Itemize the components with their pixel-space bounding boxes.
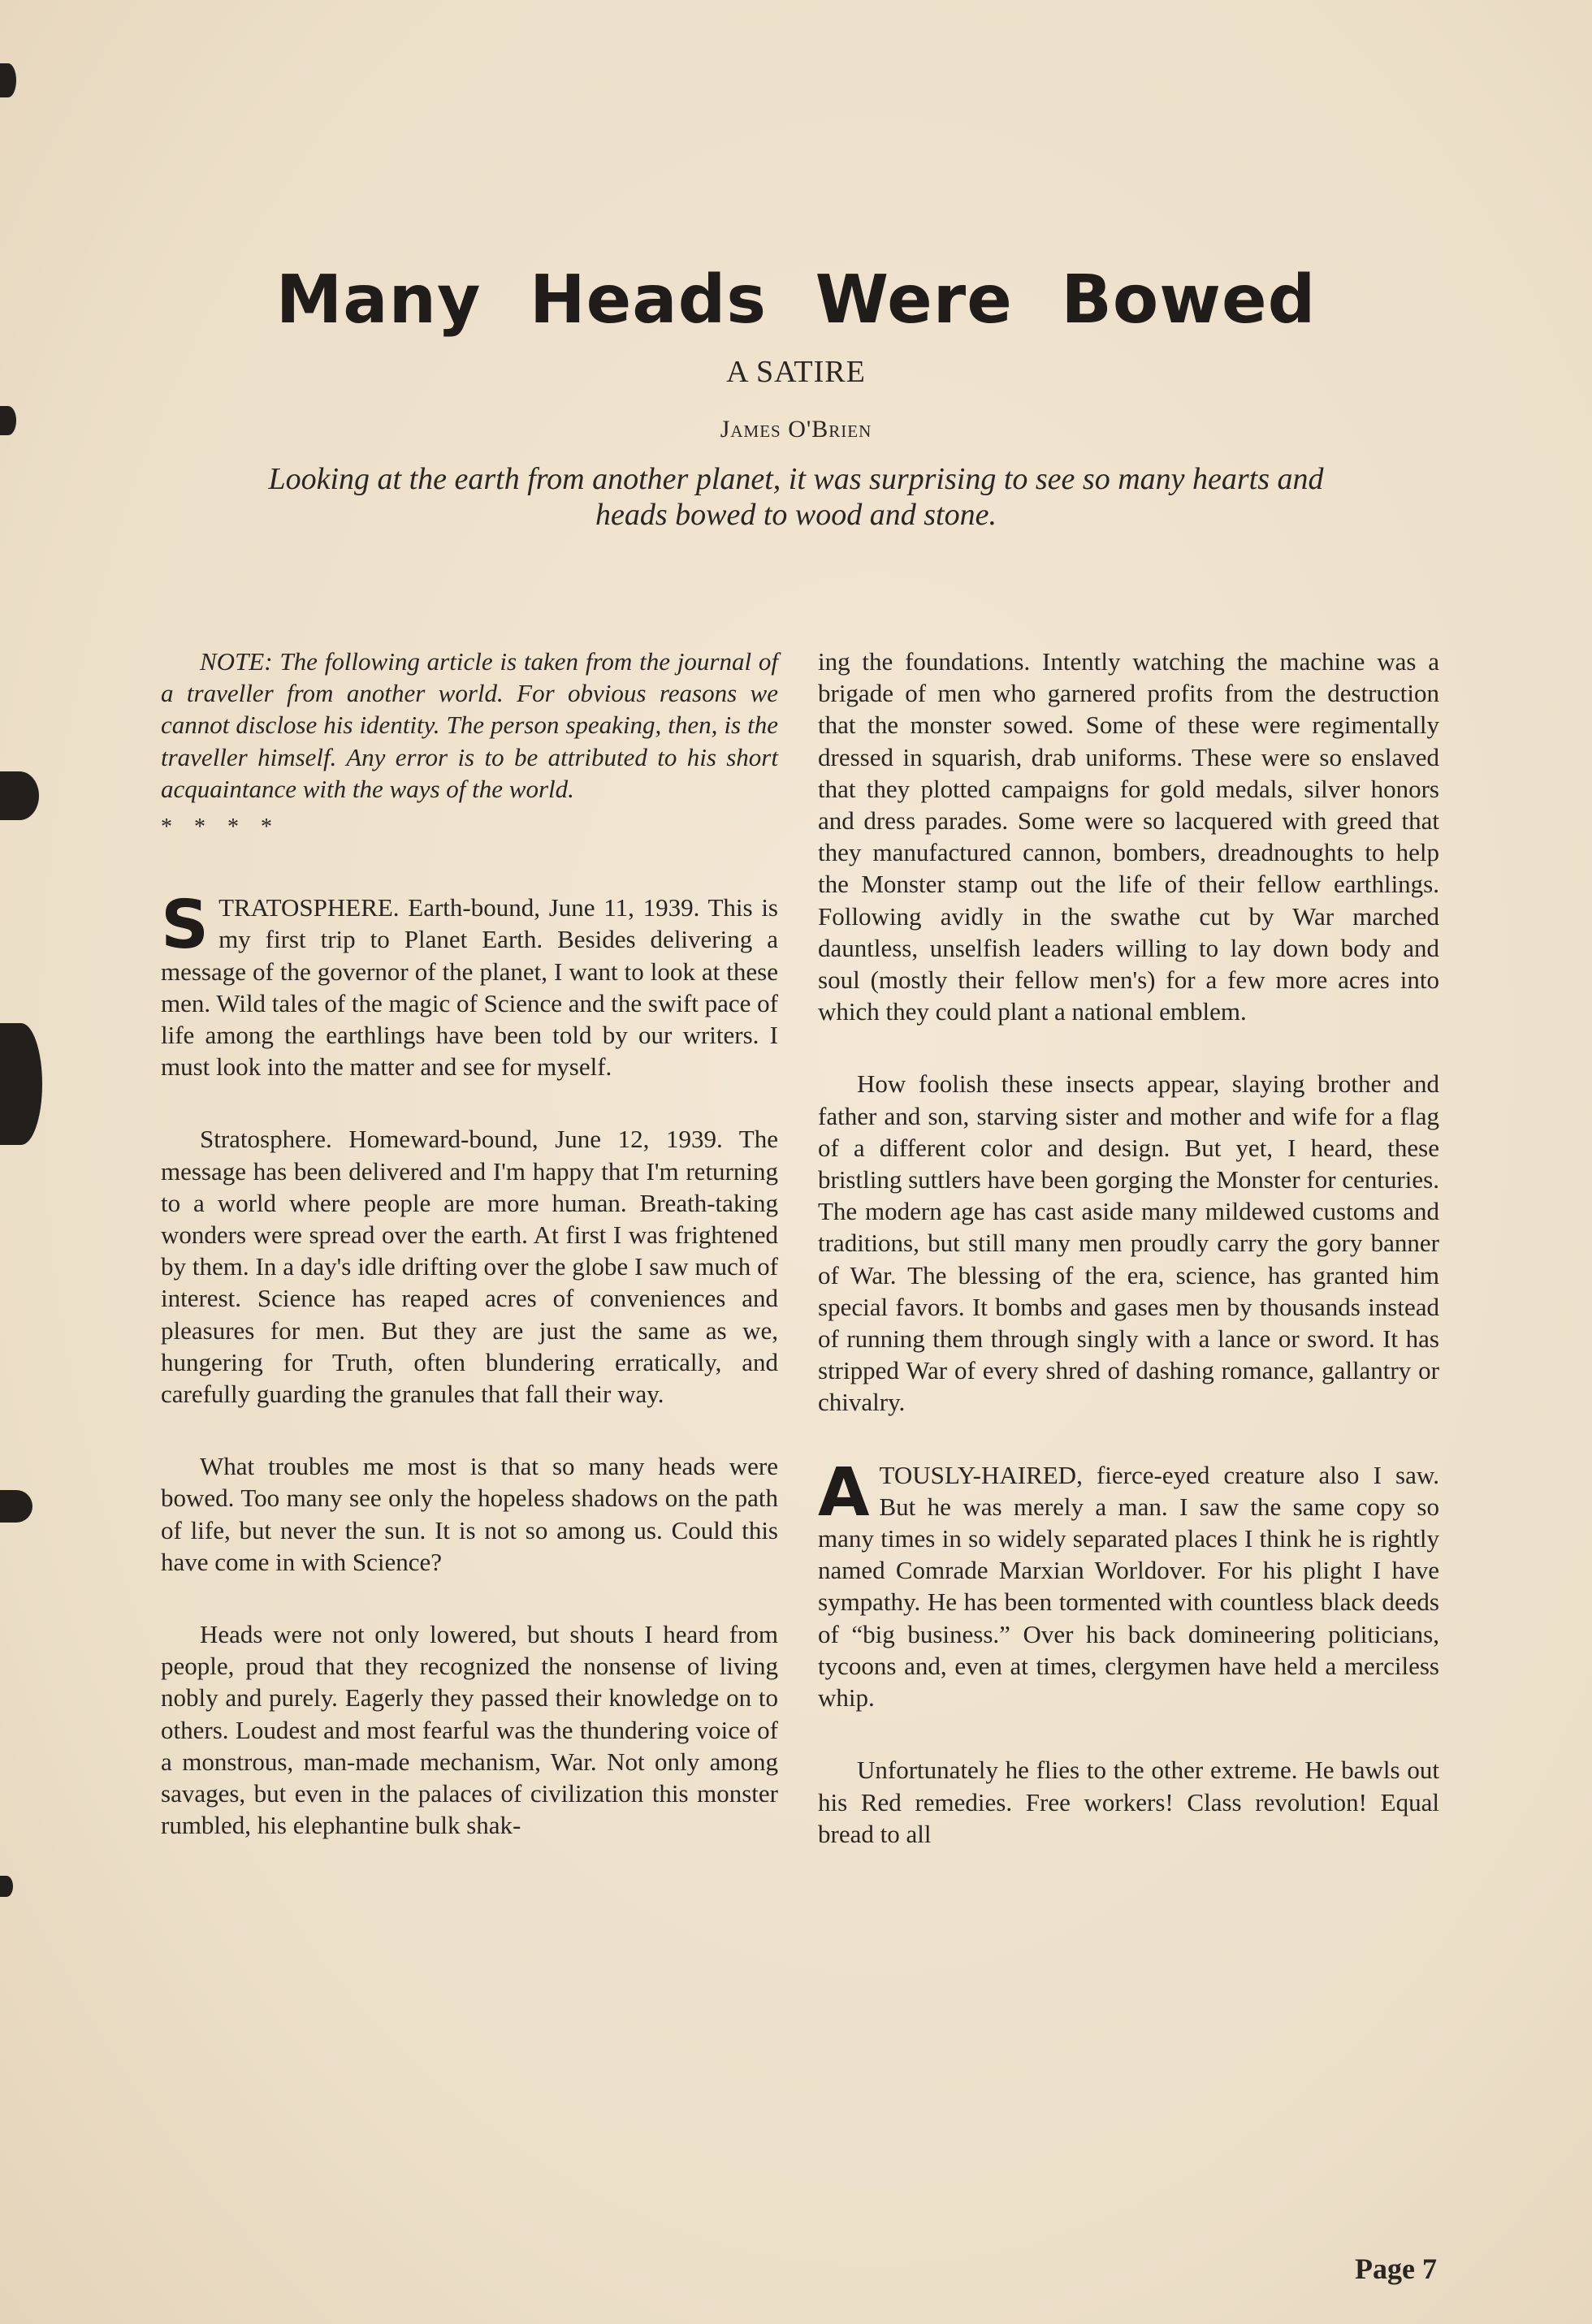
binding-hole (0, 1490, 32, 1523)
article-title: Many Heads Were Bowed (275, 261, 1317, 339)
binding-hole (0, 63, 16, 97)
article-subtitle: A SATIRE (726, 355, 866, 389)
paragraph: Heads were not only lowered, but shouts I heard from people, proud that they recognized the nonsense of living nobly and purely. Eagerly they passed their knowledge on to others. Loudest and most fearful was the thundering voice of a monstrous, man-made mechanism, War. Not only among savages, but even in the palaces of civilization this monster rumbled, his elephantine bulk shak- (161, 1620, 778, 1840)
paragraph: What troubles me most is that so many heads were bowed. Too many see only the hopeless shadows on the path of life, but never the sun. It is not so among us. Could this have come in with Science? (161, 1452, 778, 1576)
page-number: Page 7 (1355, 2253, 1437, 2285)
left-column (161, 646, 778, 1842)
article-author: James O'Brien (720, 416, 872, 443)
paragraph-text: TRATOSPHERE. Earth-bound, June 11, 1939. This is my first trip to Planet Earth. Besides delivering a message of the governor of the planet, I want to look at these men. Wild tales of the magic of Science and the swift pace of life among the earthlings have been told by our writers. I must look into the matter and see for myself. (161, 893, 778, 1082)
paragraph: Unfortunately he flies to the other extreme. He bawls out his Red remedies. Free workers! Class revolution! Equal bread to all (818, 1756, 1439, 1848)
drop-cap: A (818, 1454, 870, 1531)
section-separator: * * * * (161, 814, 280, 840)
binding-hole (0, 771, 39, 820)
paragraph (161, 887, 778, 1082)
right-column (818, 646, 1439, 1850)
article-deck: Looking at the earth from another planet, it was surprising to see so many hearts and heads bowed to wood and stone. (268, 462, 1324, 532)
paragraph-text: TOUSLY-HAIRED, fierce-eyed creature also I saw. But he was merely a man. I saw the same copy so many times in so widely separated places I think he is rightly named Comrade Marxian Worldover. For his plight I have sympathy. He has been tormented with countless black deeds of “big business.” Over his back domineering politicians, tycoons and, even at times, clergymen have held a merciless whip. (818, 1460, 1439, 1713)
binding-hole (0, 1023, 42, 1145)
paragraph: ing the foundations. Intently watching the machine was a brigade of men who garnered profits from the destruction that the monster sowed. Some of these were regimentally dressed in squarish, drab uniforms. These were so enslaved that they plotted campaigns for gold medals, silver honors and dress parades. Some were so lacquered with greed that they manufactured cannon, bombers, dreadnoughts to help the Monster stamp out the life of their fellow earthlings. Following avidly in the swathe cut by War marched dauntless, unselfish leaders willing to lay down body and soul (mostly their fellow men's) for a few more acres into which they could plant a national emblem. (818, 647, 1439, 1026)
drop-cap: S (161, 887, 210, 965)
paragraph: Stratosphere. Homeward-bound, June 12, 1939. The message has been delivered and I'm happy that I'm returning to a world where people are more human. Breath-taking wonders were spread over the earth. At first I was frightened by them. In a day's idle drifting over the globe I saw much of interest. Science has reaped acres of conveniences and pleasures for men. But they are just the same as we, hungering for Truth, often blundering erratically, and carefully guarding the granules that fall their way. (161, 1125, 778, 1409)
editor-note: NOTE: The following article is taken from the journal of a traveller from another world. For obvious reasons we cannot disclose his identity. The person speaking, then, is the traveller himself. Any error is to be attributed to his short acquaintance with the ways of the world. (161, 647, 778, 803)
paragraph (818, 1454, 1439, 1714)
paragraph: How foolish these insects appear, slaying brother and father and son, starving sister and mother and wife for a flag of a different color and design. But yet, I heard, these bristling suttlers have been gorging the Monster for centuries. The modern age has cast aside many mildewed customs and traditions, but still many men proudly carry the gory banner of War. The blessing of the era, science, has granted him special favors. It bombs and gases men by thousands instead of running them through singly with a lance or sword. It has stripped War of every shred of dashing romance, gallantry or chivalry. (818, 1069, 1439, 1417)
binding-hole (0, 1876, 13, 1897)
